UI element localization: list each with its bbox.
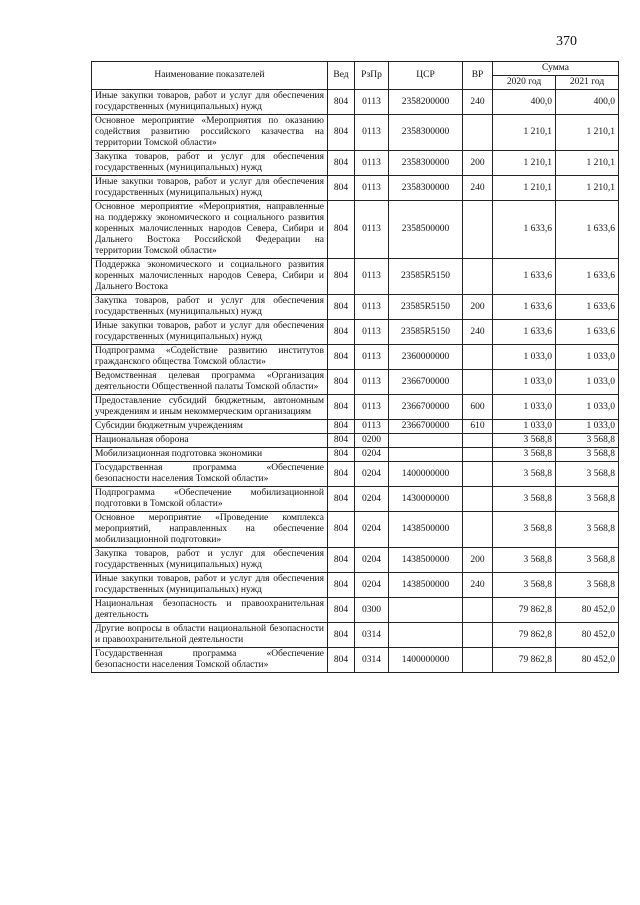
cell-name: Подпрограмма «Содействие развитию институтов гражданского общества Томской области» xyxy=(92,345,328,370)
cell-name: Национальная оборона xyxy=(92,434,328,448)
cell-ved: 804 xyxy=(328,176,355,201)
cell-sum-2020: 1 633,6 xyxy=(493,295,556,320)
cell-rzpr: 0314 xyxy=(355,623,389,648)
cell-ved: 804 xyxy=(328,598,355,623)
header-vr: ВР xyxy=(463,62,493,90)
cell-sum-2020: 3 568,8 xyxy=(493,487,556,512)
cell-rzpr: 0113 xyxy=(355,151,389,176)
table-row xyxy=(92,448,619,462)
cell-sum-2020: 3 568,8 xyxy=(493,448,556,462)
cell-ved: 804 xyxy=(328,345,355,370)
cell-rzpr: 0204 xyxy=(355,462,389,487)
cell-name: Государственная программа «Обеспечение безопасности населения Томской области» xyxy=(92,648,328,673)
cell-vr: 240 xyxy=(463,176,493,201)
cell-vr: 240 xyxy=(463,90,493,115)
cell-rzpr: 0113 xyxy=(355,176,389,201)
cell-rzpr: 0113 xyxy=(355,345,389,370)
cell-name: Закупка товаров, работ и услуг для обеспечения государственных (муниципальных) нужд xyxy=(92,151,328,176)
cell-name: Основное мероприятие «Мероприятия по оказанию содействия развитию российского казачества на территории Томской области» xyxy=(92,115,328,151)
cell-vr: 200 xyxy=(463,151,493,176)
cell-ved: 804 xyxy=(328,115,355,151)
cell-csr xyxy=(389,598,463,623)
table-row xyxy=(92,487,619,512)
cell-csr: 2366700000 xyxy=(389,420,463,434)
cell-name: Подпрограмма «Обеспечение мобилизационной подготовки в Томской области» xyxy=(92,487,328,512)
cell-vr: 240 xyxy=(463,573,493,598)
table-row xyxy=(92,176,619,201)
cell-name: Иные закупки товаров, работ и услуг для обеспечения государственных (муниципальных) нужд xyxy=(92,176,328,201)
cell-sum-2021: 1 633,6 xyxy=(556,201,619,259)
cell-sum-2020: 1 033,0 xyxy=(493,370,556,395)
cell-vr xyxy=(463,512,493,548)
cell-vr xyxy=(463,370,493,395)
cell-sum-2021: 1 210,1 xyxy=(556,115,619,151)
table-row xyxy=(92,320,619,345)
cell-ved: 804 xyxy=(328,462,355,487)
header-year-2021: 2021 год xyxy=(556,76,619,90)
cell-rzpr: 0113 xyxy=(355,115,389,151)
cell-vr xyxy=(463,115,493,151)
cell-name: Основное мероприятие «Мероприятия, направленные на поддержку экономического и социального развития коренных малочисленных народов Севера, Сибири и Дальнего Востока Российской Федерации на территории Томской области» xyxy=(92,201,328,259)
cell-vr xyxy=(463,598,493,623)
table-row xyxy=(92,115,619,151)
cell-name: Иные закупки товаров, работ и услуг для обеспечения государственных (муниципальных) нужд xyxy=(92,90,328,115)
cell-sum-2021: 3 568,8 xyxy=(556,434,619,448)
cell-sum-2020: 1 210,1 xyxy=(493,176,556,201)
cell-csr: 1400000000 xyxy=(389,648,463,673)
cell-csr: 1400000000 xyxy=(389,462,463,487)
table-row xyxy=(92,90,619,115)
cell-sum-2020: 3 568,8 xyxy=(493,462,556,487)
cell-csr: 2358500000 xyxy=(389,201,463,259)
cell-vr xyxy=(463,448,493,462)
cell-csr: 2358300000 xyxy=(389,115,463,151)
cell-sum-2021: 1 210,1 xyxy=(556,151,619,176)
cell-name: Ведомственная целевая программа «Организация деятельности Общественной палаты Томской области» xyxy=(92,370,328,395)
cell-ved: 804 xyxy=(328,623,355,648)
cell-sum-2020: 79 862,8 xyxy=(493,623,556,648)
cell-csr: 2358300000 xyxy=(389,151,463,176)
cell-rzpr: 0204 xyxy=(355,573,389,598)
table-row xyxy=(92,434,619,448)
cell-rzpr: 0314 xyxy=(355,648,389,673)
cell-rzpr: 0113 xyxy=(355,90,389,115)
table-row xyxy=(92,201,619,259)
cell-sum-2020: 1 033,0 xyxy=(493,395,556,420)
cell-sum-2021: 80 452,0 xyxy=(556,598,619,623)
cell-name: Поддержка экономического и социального развития коренных малочисленных народов Севера, Сибири и Дальнего Востока xyxy=(92,259,328,295)
cell-name: Мобилизационная подготовка экономики xyxy=(92,448,328,462)
cell-sum-2021: 1 033,0 xyxy=(556,345,619,370)
cell-ved: 804 xyxy=(328,320,355,345)
cell-rzpr: 0300 xyxy=(355,598,389,623)
cell-sum-2021: 3 568,8 xyxy=(556,512,619,548)
cell-rzpr: 0113 xyxy=(355,201,389,259)
cell-csr: 2358200000 xyxy=(389,90,463,115)
cell-csr: 23585R5150 xyxy=(389,295,463,320)
cell-ved: 804 xyxy=(328,648,355,673)
cell-vr xyxy=(463,345,493,370)
cell-sum-2021: 400,0 xyxy=(556,90,619,115)
header-ved: Вед xyxy=(328,62,355,90)
table-header xyxy=(92,62,619,90)
cell-sum-2021: 80 452,0 xyxy=(556,648,619,673)
cell-sum-2020: 400,0 xyxy=(493,90,556,115)
cell-sum-2021: 1 633,6 xyxy=(556,295,619,320)
cell-ved: 804 xyxy=(328,151,355,176)
cell-ved: 804 xyxy=(328,259,355,295)
cell-name: Другие вопросы в области национальной безопасности и правоохранительной деятельности xyxy=(92,623,328,648)
cell-sum-2020: 3 568,8 xyxy=(493,548,556,573)
cell-csr: 2358300000 xyxy=(389,176,463,201)
cell-ved: 804 xyxy=(328,420,355,434)
cell-sum-2020: 79 862,8 xyxy=(493,598,556,623)
cell-csr: 1438500000 xyxy=(389,548,463,573)
cell-csr: 2360000000 xyxy=(389,345,463,370)
cell-vr xyxy=(463,462,493,487)
cell-ved: 804 xyxy=(328,573,355,598)
header-csr: ЦСР xyxy=(389,62,463,90)
cell-vr xyxy=(463,434,493,448)
cell-sum-2021: 1 633,6 xyxy=(556,259,619,295)
cell-rzpr: 0204 xyxy=(355,512,389,548)
cell-sum-2021: 1 033,0 xyxy=(556,370,619,395)
cell-vr: 610 xyxy=(463,420,493,434)
cell-ved: 804 xyxy=(328,434,355,448)
cell-rzpr: 0204 xyxy=(355,487,389,512)
cell-sum-2021: 80 452,0 xyxy=(556,623,619,648)
cell-vr xyxy=(463,487,493,512)
cell-sum-2021: 3 568,8 xyxy=(556,448,619,462)
table-row xyxy=(92,420,619,434)
cell-csr: 23585R5150 xyxy=(389,320,463,345)
table-row xyxy=(92,259,619,295)
cell-csr: 2366700000 xyxy=(389,395,463,420)
cell-csr: 2366700000 xyxy=(389,370,463,395)
cell-name: Иные закупки товаров, работ и услуг для обеспечения государственных (муниципальных) нужд xyxy=(92,573,328,598)
header-rzpr: РзПр xyxy=(355,62,389,90)
cell-ved: 804 xyxy=(328,395,355,420)
cell-name: Иные закупки товаров, работ и услуг для обеспечения государственных (муниципальных) нужд xyxy=(92,320,328,345)
cell-sum-2021: 3 568,8 xyxy=(556,487,619,512)
cell-vr xyxy=(463,623,493,648)
budget-table xyxy=(91,61,619,673)
cell-name: Закупка товаров, работ и услуг для обеспечения государственных (муниципальных) нужд xyxy=(92,548,328,573)
table-row xyxy=(92,598,619,623)
cell-ved: 804 xyxy=(328,448,355,462)
table-row xyxy=(92,648,619,673)
cell-vr xyxy=(463,201,493,259)
cell-csr: 1438500000 xyxy=(389,512,463,548)
table-row xyxy=(92,573,619,598)
cell-name: Основное мероприятие «Проведение комплекса мероприятий, направленных на обеспечение мобилизационной подготовки» xyxy=(92,512,328,548)
header-sum: Сумма xyxy=(493,62,619,76)
cell-sum-2021: 1 033,0 xyxy=(556,395,619,420)
cell-sum-2020: 1 210,1 xyxy=(493,151,556,176)
table-row xyxy=(92,395,619,420)
cell-rzpr: 0113 xyxy=(355,370,389,395)
cell-name: Закупка товаров, работ и услуг для обеспечения государственных (муниципальных) нужд xyxy=(92,295,328,320)
cell-csr: 1438500000 xyxy=(389,573,463,598)
cell-sum-2020: 3 568,8 xyxy=(493,512,556,548)
cell-sum-2020: 1 633,6 xyxy=(493,320,556,345)
table-row xyxy=(92,295,619,320)
cell-rzpr: 0113 xyxy=(355,295,389,320)
cell-ved: 804 xyxy=(328,295,355,320)
cell-csr: 23585R5150 xyxy=(389,259,463,295)
cell-sum-2020: 1 633,6 xyxy=(493,201,556,259)
cell-rzpr: 0113 xyxy=(355,420,389,434)
cell-vr xyxy=(463,648,493,673)
cell-sum-2020: 3 568,8 xyxy=(493,434,556,448)
cell-vr xyxy=(463,259,493,295)
cell-sum-2020: 1 033,0 xyxy=(493,420,556,434)
cell-name: Предоставление субсидий бюджетным, автономным учреждениям и иным некоммерческим организациям xyxy=(92,395,328,420)
cell-rzpr: 0113 xyxy=(355,259,389,295)
cell-vr: 200 xyxy=(463,548,493,573)
cell-rzpr: 0200 xyxy=(355,434,389,448)
table-row xyxy=(92,345,619,370)
cell-name: Субсидии бюджетным учреждениям xyxy=(92,420,328,434)
cell-sum-2021: 3 568,8 xyxy=(556,573,619,598)
cell-sum-2021: 3 568,8 xyxy=(556,548,619,573)
cell-sum-2020: 3 568,8 xyxy=(493,573,556,598)
cell-sum-2020: 1 033,0 xyxy=(493,345,556,370)
cell-ved: 804 xyxy=(328,370,355,395)
cell-sum-2021: 1 033,0 xyxy=(556,420,619,434)
cell-rzpr: 0204 xyxy=(355,548,389,573)
cell-sum-2021: 3 568,8 xyxy=(556,462,619,487)
cell-csr xyxy=(389,448,463,462)
cell-sum-2021: 1 210,1 xyxy=(556,176,619,201)
cell-sum-2020: 1 210,1 xyxy=(493,115,556,151)
cell-sum-2021: 1 633,6 xyxy=(556,320,619,345)
cell-csr xyxy=(389,623,463,648)
table-row xyxy=(92,512,619,548)
cell-ved: 804 xyxy=(328,512,355,548)
table-body xyxy=(92,90,619,673)
cell-ved: 804 xyxy=(328,201,355,259)
cell-sum-2020: 1 633,6 xyxy=(493,259,556,295)
table-row xyxy=(92,548,619,573)
table-row xyxy=(92,623,619,648)
cell-vr: 600 xyxy=(463,395,493,420)
cell-sum-2020: 79 862,8 xyxy=(493,648,556,673)
page-number: 370 xyxy=(556,34,577,49)
cell-ved: 804 xyxy=(328,548,355,573)
cell-rzpr: 0113 xyxy=(355,320,389,345)
table-row xyxy=(92,462,619,487)
table-row xyxy=(92,370,619,395)
cell-csr xyxy=(389,434,463,448)
header-year-2020: 2020 год xyxy=(493,76,556,90)
cell-ved: 804 xyxy=(328,487,355,512)
cell-vr: 240 xyxy=(463,320,493,345)
cell-csr: 1430000000 xyxy=(389,487,463,512)
cell-rzpr: 0113 xyxy=(355,395,389,420)
header-name: Наименование показателей xyxy=(92,62,328,90)
cell-vr: 200 xyxy=(463,295,493,320)
cell-name: Государственная программа «Обеспечение безопасности населения Томской области» xyxy=(92,462,328,487)
cell-ved: 804 xyxy=(328,90,355,115)
cell-rzpr: 0204 xyxy=(355,448,389,462)
table-row xyxy=(92,151,619,176)
cell-name: Национальная безопасность и правоохранительная деятельность xyxy=(92,598,328,623)
